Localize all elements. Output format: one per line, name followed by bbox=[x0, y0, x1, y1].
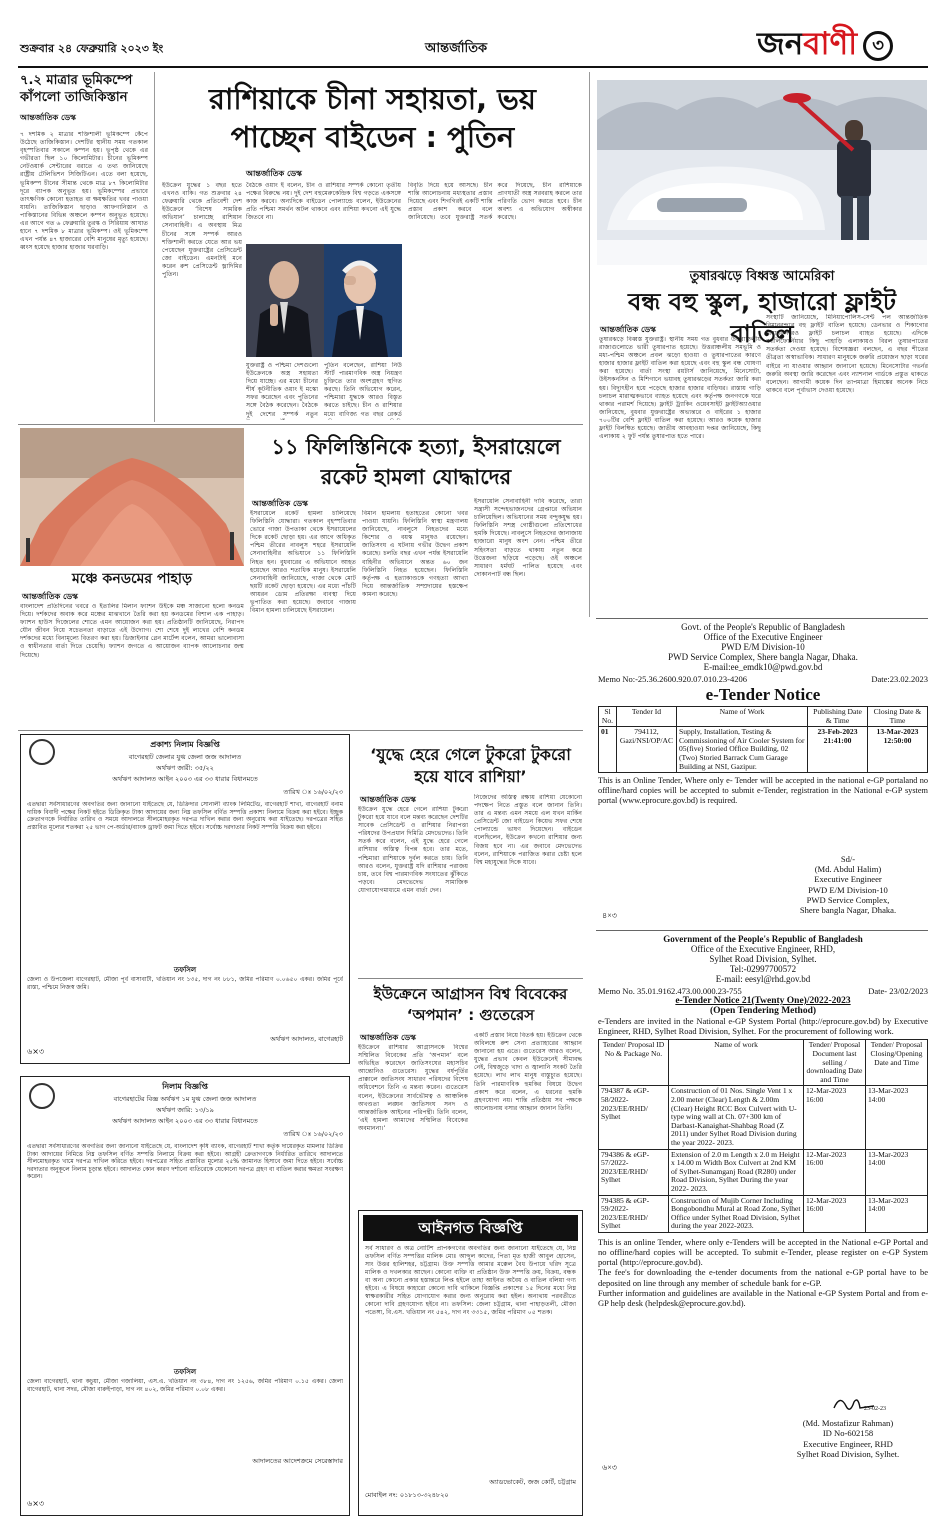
col-rule-2 bbox=[589, 72, 590, 617]
rhd-code: ৬×৩ bbox=[602, 1463, 617, 1472]
notice1-act: অর্থঋণ আদালত আইন ২০০৩ এর ৩৩ ধারার বিধানমতে bbox=[112, 775, 258, 783]
rhd-sign3: Executive Engineer, RHD bbox=[803, 1438, 893, 1449]
table-cell: 12-Mar-2023 16:00 bbox=[804, 1195, 866, 1232]
rhd-tender-table bbox=[598, 1039, 928, 1232]
notice1-date: তারিখ ঃ ১৬/০২/২৩ bbox=[283, 788, 343, 796]
col-rule-1 bbox=[154, 72, 155, 422]
pwd-line2: Office of the Executive Engineer bbox=[703, 632, 823, 642]
notice2-title: নিলাম বিজ্ঞপ্তি bbox=[162, 1082, 208, 1091]
israel-col1: ইসরায়েলে রকেট হামলা চালিয়েছে ফিলিস্তিনি যোদ্ধারা। গতকাল বৃহস্পতিবার ভোরে গাজা উপত্যকা থেকে ইসরায়েলের দিকে রকেট ছোড়া হয়। এর আগে অধিকৃত পশ্চিম তীরের নাবলুস শহরে ইসরায়েলি সেনাবাহিনীর অভিযানে ১১ ফিলিস্তিনি নিহত হন। বুধবারের এ অভিযানে আহত হয়েছেন আরও শতাধিক মানুষ। ইসরায়েলি সেনাবাহিনী জানিয়েছে, গাজা থেকে মোট ছয়টি রকেট ছোড়া হয়েছে। এর মধ্যে পাঁচটি আয়রন ডোম প্রতিরক্ষা ব্যবস্থা দিয়ে ভূপাতিত করা হয়েছে। জবাবে গাজায় বিমান হামলা চালিয়েছে ইসরায়েল। bbox=[250, 510, 356, 615]
notice1-body: এতদ্বারা সর্বসাধারণের অবগতির জন্য জানানো যাইতেছে যে, ডিক্রিদার সোনালী ব্যাংক লিমিটেড, বাগেরহাট শাখা, বাগেরহাট বনাম দায়িক বিবাদী পক্ষের নিকট হইতে ডিক্রিকৃত টাকা আদায়ের জন্য নিম্ন তফসিল বর্ণিত সম্পত্তি প্রকাশ্য নিলামে বিক্রয় করা হইবে। ইচ্ছুক ক্রেতাগণকে নির্ধারিত তারিখ ও সময়ে আদালতে সীলমোহরকৃত দরপত্র দাখিল করার জন্য অনুরোধ করা যাইতেছে। দরপত্রের সহিত প্রস্তাবিত মূল্যের শতকরা ২৫ ভাগ পে-অর্ডার/ব্যাংক ড্রাফট জমা দিতে হইবে। সর্বোচ্চ দরদাতার নিকট সম্পত্তি বিক্রয় করা হইবে। bbox=[27, 801, 343, 831]
putin-col3: বিবৃতি দিয়ে হয়ে আসছে। চীন শান্তি আলোচনায় মধ্যস্থতার প্রস্তাব দিয়েছে এবং শিগগিরই একটি শান্তি প্রস্তাব প্রকাশ করবে বলে জানিয়েছে। তবে যুক্তরাষ্ট্র সতর্ক করে দিয়েছে, চীন রাশিয়াকে প্রাণঘাতী অস্ত্র সরবরাহ করলে তার পরিণতি ভোগ করতে হবে। চীন অবশ্য এ অভিযোগ অস্বীকার করেছে। bbox=[408, 182, 582, 222]
notice2-schedule-title: তফসিল bbox=[173, 1368, 197, 1376]
rhd-title: e-Tender Notice 21(Twenty One)/2022-2023 bbox=[675, 996, 851, 1006]
table-header: Tender Id bbox=[617, 707, 677, 727]
court-seal-1 bbox=[29, 739, 55, 765]
tajik-desk: আন্তর্জাতিক ডেস্ক bbox=[20, 113, 76, 122]
condom-body: বাংলাদেশ প্রতিদিনের খবরে ও ইতালির মিলান ফ্যাশন উইকে মঞ্চ সাজানো হলো কনডম দিয়ে। দর্শকদের অবাক করে মঞ্চের মাঝখানে তৈরি করা হয় কনডমের বিশাল এক পাহাড়। ফ্যাশন হাউস দিজেলের শোতে এমন আয়োজন করা হয়। প্রতিষ্ঠানটি জানিয়েছে, নিরাপদ যৌন জীবন নিয়ে সচেতনতা বাড়াতে এই উদ্যোগ। শো শেষে দুই লাখের বেশি কনডম দর্শকদের মধ্যে বিনামূল্যে বিতরণ করা হয়। ডিজাইনার গ্লেন মার্টেন্স বলেন, আমরা ভালোবাসা ও স্বাধীনতার বার্তা দিতে চেয়েছি। ফ্যাশন জগতে এ আয়োজন ব্যাপক আলোচনার জন্ম দিয়েছে। bbox=[20, 603, 244, 659]
table-row bbox=[599, 1195, 928, 1232]
legal-notice-title: আইনগত বিজ্ঞপ্তি bbox=[363, 1215, 578, 1241]
rhd-subtitle: (Open Tendering Method) bbox=[709, 1006, 817, 1016]
rhd-line4: Tel:-02997700572 bbox=[729, 964, 797, 974]
notice1-code: ৬×৩ bbox=[27, 1047, 45, 1056]
table-cell: 23-Feb-2023 21:41:00 bbox=[808, 727, 868, 773]
putin-col4: বৈঠকে ওয়াং ই বলেন, চীন ও রাশিয়ার সম্পর্ক কোনো তৃতীয় পক্ষের বিরুদ্ধে নয়। দুই দেশ বহুমেরুকেন্দ্রিক বিশ্ব গড়তে একসঙ্গে কাজ করবে। অন্যদিকে বাইডেন পোল্যান্ডে বলেন, ইউক্রেনের প্রতি পশ্চিমা সমর্থন অটল থাকবে এবং রাশিয়া কখনো এই যুদ্ধে জিতবে না। bbox=[246, 182, 401, 222]
table-cell: 01 bbox=[599, 727, 617, 773]
notice2-body: এতদ্বারা সর্বসাধারণের অবগতির জন্য জানানো যাইতেছে যে, বাংলাদেশ কৃষি ব্যাংক, বাগেরহাট শাখা কর্তৃক দায়েরকৃত মামলার ডিক্রির টাকা আদায়ের নিমিত্তে নিম্ন তফসিল বর্ণিত সম্পত্তি নিলামে বিক্রয় করা হইবে। আগ্রহী ক্রেতাগণকে নির্ধারিত তারিখে আদালতে সীলমোহরকৃত খামে দরপত্র দাখিল করিতে হইবে। দরপত্রের সহিত প্রস্তাবিত মূল্যের ২৫% জামানত হিসাবে জমা দিতে হইবে। সর্বোচ্চ দরদাতার অনুকূলে নিলাম চূড়ান্ত হইবে। আদালত কোন কারণ দর্শানো ব্যতিরেকে যেকোনো দরপত্র গ্রহণ বা বাতিল করার ক্ষমতা সংরক্ষণ করেন। bbox=[27, 1143, 343, 1181]
table-header: Sl No. bbox=[599, 707, 617, 727]
tajik-article bbox=[20, 72, 148, 417]
table-cell: 12-Mar-2023 16:00 bbox=[804, 1149, 866, 1195]
pwd-line5: E-mail:ee_emdk10@pwd.gov.bd bbox=[703, 662, 823, 672]
table-header: Publishing Date & Time bbox=[808, 707, 868, 727]
pwd-line1: Govt. of the People's Republic of Bangladesh bbox=[681, 622, 845, 632]
snow-desk: আন্তর্জাতিক ডেস্ক bbox=[600, 325, 656, 334]
war-col1: ইউক্রেন যুদ্ধে হেরে গেলে রাশিয়া টুকরো টুকরো হয়ে যাবে বলে মন্তব্য করেছেন দেশটির সাবেক প্রেসিডেন্ট ও রাশিয়ার নিরাপত্তা পরিষদের উপপ্রধান দিমিত্রি মেদভেদেভ। তিনি সতর্ক করে বলেন, এই যুদ্ধে হেরে গেলে রাশিয়ার অস্তিত্ব বিপন্ন হবে। তার মতে, পশ্চিমারা রাশিয়াকে দুর্বল করতে চায়। তিনি আরও বলেন, যুক্তরাষ্ট্র যদি রাশিয়ার পরাজয় চায়, তবে বিশ্ব পারমাণবিক সংঘাতের ঝুঁকিতে পড়বে। মেদভেদেভ সামাজিক যোগাযোগমাধ্যমে এমন বার্তা দেন। bbox=[358, 806, 468, 894]
notice1-court: বাগেরহাট জেলার যুগ্ম জেলা জজ আদালত bbox=[128, 753, 242, 761]
table-cell: 13-Mar-2023 14:00 bbox=[866, 1149, 928, 1195]
hrule-right-2 bbox=[596, 930, 928, 931]
legal-notice-body: সর্ব সাধারণ ও অত্র নোটিশ প্রাপকগণের অবগতির জন্য জানানো যাইতেছে যে, নিম্ন তফসিল বর্ণিত সম্পত্তির মালিক মোঃ আব্দুল কাদের, পিতা মৃত হাজী আবুল হোসেন, সাং উত্তর হালিশহর, চট্টগ্রাম। উক্ত সম্পত্তি আমার মক্কেল বৈধ উপায়ে খরিদ সূত্রে মালিক ও দখলকার আছেন। কোনো ব্যক্তি বা প্রতিষ্ঠান উক্ত সম্পত্তি ক্রয়, বিক্রয়, বন্ধক বা অন্য কোনো প্রকার হস্তান্তরে লিপ্ত হইলে তাহা আইনত অবৈধ ও বাতিল বলিয়া গণ্য হইবে। এ বিষয়ে কাহারো কোনো দাবি থাকিলে বিজ্ঞপ্তি প্রকাশের ১৫ দিনের মধ্যে নিম্ন স্বাক্ষরকারীর সহিত যোগাযোগ করার জন্য অনুরোধ করা হইল। অন্যথায় পরবর্তীতে কোনো দাবি গ্রহণযোগ্য হইবে না। তফসিল: জেলা চট্টগ্রাম, থানা পাহাড়তলী, মৌজা পতেঙ্গা, বি.এস. খতিয়ান নং ৫৪২, দাগ নং ৩৩১৫, জমির পরিমাণ ০৫ শতক। bbox=[365, 1245, 576, 1316]
rhd-intro: e-Tenders are invited in the National e-GP System Portal (http://eprocure.gov.bd) by Executive Engineer, RHD, Sylhet Road Division, Sylhet. For the procurement of following work. bbox=[598, 1016, 928, 1037]
hrule-right-1 bbox=[596, 618, 928, 619]
putin-col2: যুক্তরাষ্ট্র ও পশ্চিমা দেশগুলো ইউক্রেনকে অস্ত্র সহায়তা দিয়ে যাচ্ছে। এর মধ্যে চীনের শীর্ষ কূটনীতিক ওয়াং ই মস্কো সফর করেছেন এবং পুতিনের সঙ্গে বৈঠক করেছেন। বৈঠকে দুই দেশের সম্পর্ক নতুন bbox=[246, 362, 318, 418]
rhd-tender-notice bbox=[598, 934, 928, 1518]
war-headline: ‘যুদ্ধে হেরে গেলে টুকরো টুকরো হয়ে যাবে রাশিয়া’ bbox=[370, 745, 571, 786]
tajik-body: ৭ দশমিক ২ মাত্রার শক্তিশালী ভূমিকম্পে কেঁপে উঠেছে তাজিকিস্তান। দেশটির স্থানীয় সময় গতকাল বৃহস্পতিবার সকালে কম্পন হয়। ভূপৃষ্ঠ থেকে এর গভীরতা ছিল ১০ কিলোমিটার। চীনের ভূমিকম্প নেটওয়ার্ক সেন্টারের বরাতে এ তথ্য জানিয়েছে রাষ্ট্রীয় টেলিভিশন সিজিটিএন। এতে বলা হয়েছে, ভূমিকম্প চীনের সীমান্ত থেকে মাত্র ৮৭ কিলোমিটার দূরে ব্যাপক অনুভূত হয়। ভূমিকম্পের প্রভাবে তাৎক্ষণিক কোনো হতাহত বা ক্ষয়ক্ষতির খবর পাওয়া যায়নি। তাজিকিস্তান ছাড়াও আফগানিস্তান ও পাকিস্তানের বিভিন্ন অঞ্চলে কম্পন অনুভূত হয়েছে। এর আগে গত ৬ ফেব্রুয়ারি তুরস্ক ও সিরিয়ায় আঘাত হানে ৭ দশমিক ৮ মাত্রার ভূমিকম্প। ওই ভূমিকম্পে এখন পর্যন্ত ৪৭ হাজারের বেশি মানুষের মৃত্যু হয়েছে। ধ্বংস হয়েছে হাজার হাজার ঘরবাড়ি। bbox=[20, 131, 148, 252]
notice1-title: প্রকাশ্য নিলাম বিজ্ঞপ্তি bbox=[150, 740, 220, 749]
table-header: Closing Date & Time bbox=[868, 707, 928, 727]
table-cell: 794112, Gazi/NSI/OP/AC bbox=[617, 727, 677, 773]
pwd-sign3: PWD E/M Division-10 bbox=[808, 884, 888, 895]
legal-notice bbox=[358, 1210, 583, 1516]
table-cell: 13-Mar-2023 12:50:00 bbox=[868, 727, 928, 773]
putin-desk: আন্তর্জাতিক ডেস্ক bbox=[246, 169, 302, 178]
table-cell: Construction of Mujib Corner Including Bongobondhu Mural at Road Zone, Sylhet Office under Sylhet Road Division, Sylhet during the year 2022-2023. bbox=[669, 1195, 804, 1232]
table-header: Tender/ Proposal Document last selling / downloading Date and Time bbox=[804, 1040, 866, 1086]
pwd-sign2: Executive Engineer bbox=[814, 874, 882, 885]
rhd-line5: E-mail: eesyl@rhd.gov.bd bbox=[715, 974, 811, 984]
notice2-date: তারিখ ঃ ১৬/০২/২৩ bbox=[283, 1130, 343, 1138]
pwd-line3: PWD E/M Division-10 bbox=[721, 642, 805, 652]
notice1-schedule: জেলা ও উপজেলা বাগেরহাট, মৌজা পূর্ব বাসাবাটী, খতিয়ান নং ১৩৫, দাগ নং ৮৮১, জমির পরিমাণ ০.০৬৫০ একর। জমির পূর্বে রাস্তা, পশ্চিমে নিজস্ব জমি। bbox=[27, 976, 343, 991]
snowstorm-photo bbox=[597, 80, 927, 265]
table-cell: 12-Mar-2023 16:00 bbox=[804, 1086, 866, 1149]
logo-text-1: জন bbox=[757, 26, 804, 62]
rhd-sign1: (Md. Mostafizur Rahman) bbox=[802, 1418, 894, 1428]
pwd-memo: Memo No:-25.36.2600.920.07.010.23-4206 bbox=[598, 674, 747, 684]
guterres-col1: ইউক্রেনে রাশিয়ার আগ্রাসনকে বিশ্বের সম্মিলিত বিবেকের প্রতি ‘অপমান’ বলে অভিহিত করেছেন জাতিসংঘের মহাসচিব আন্তোনিও গুতেরেস। যুদ্ধের বর্ষপূর্তির প্রাক্কালে জাতিসংঘ সাধারণ পরিষদের বিশেষ অধিবেশনে তিনি এ মন্তব্য করেন। গুতেরেস বলেন, ইউক্রেনের সার্বভৌমত্ব ও আঞ্চলিক অখণ্ডতা লঙ্ঘন জাতিসংঘ সনদ ও আন্তর্জাতিক আইনের পরিপন্থী। তিনি বলেন, ‘এই হামলা আমাদের সম্মিলিত বিবেকের অবমাননা।’ bbox=[358, 1044, 468, 1132]
pwd-line4: PWD Service Complex, Shere bangla Nagar, Dhaka. bbox=[668, 652, 858, 662]
table-cell: 794387 & eGP-58/2022-2023/EE/RHD/ Sylhet bbox=[599, 1086, 669, 1149]
pwd-note: This is an Online Tender, Where only e- Tender will be accepted in the national e-GP portaland no offline/hard copies will be accepted to submit e-Tender, registration in the National e-GP system portal (www.eprocure.gov.bd) is required. bbox=[598, 776, 928, 806]
putin-col5: পুতিন বলেছেন, রাশিয়া নিউ স্টার্ট পারমাণবিক অস্ত্র নিয়ন্ত্রণ চুক্তিতে তার অংশগ্রহণ স্থগিত করছে। তিনি অভিযোগ করেন, পশ্চিমারা যুদ্ধকে আরও বিস্তৃত করতে চাইছে। চীন ও রাশিয়ার মধ্যে বাণিজ্য গত বছর রেকর্ড bbox=[324, 362, 402, 418]
table-cell: Extension of 2.0 m Length x 2.0 m Height x 14.00 m Width Box Culvert at 2nd KM of Sylhet-Sunamganj Road (R280) under Road Division, Sylhet During the year 2022- 2023. bbox=[669, 1149, 804, 1195]
israel-desk: আন্তর্জাতিক ডেস্ক bbox=[252, 499, 308, 508]
newspaper-logo bbox=[757, 26, 893, 66]
guterres-desk: আন্তর্জাতিক ডেস্ক bbox=[360, 1033, 416, 1042]
notice1-schedule-title: তফসিল bbox=[173, 966, 197, 974]
rhd-line2: Office of the Executive Engineer, RHD, bbox=[690, 944, 836, 954]
snow-col2: সংস্থাটি জানিয়েছে, মিনিয়াপোলিস-সেন্ট পল আন্তর্জাতিক বিমানবন্দরে বহু ফ্লাইট বাতিল হয়েছে। ডেনভার ও শিকাগোর বিমানবন্দরেও ফ্লাইট চলাচল ব্যাহত হয়েছে। এদিকে ক্যালিফোর্নিয়ার কিছু পাহাড়ি এলাকায়ও বিরল তুষারপাতের সতর্কতা দেওয়া হয়েছে। বিশেষজ্ঞরা বলছেন, এ বছর শীতের তীব্রতা অস্বাভাবিক। সাধারণ মানুষকে জরুরি প্রয়োজন ছাড়া ঘরের বাইরে না যাওয়ার আহ্বান জানানো হয়েছে। মিনেসোটার গভর্নর জরুরি অবস্থা জারি করেছেন এবং ন্যাশনাল গার্ডকে প্রস্তুত থাকতে বলেছেন। আগামী কয়েক দিন তাপমাত্রা হিমাঙ্কের অনেক নিচে থাকবে বলে পূর্বাভাস দেওয়া হয়েছে। bbox=[766, 314, 928, 394]
notice2-schedule: জেলা বাগেরহাট, থানা কচুয়া, মৌজা গজালিয়া, এস.এ. খতিয়ান নং ৩৮৪, দাগ নং ১২৫৬, জমির পরিমাণ ০.১৫ একর। জেলা বাগেরহাট, থানা সদর, মৌজা বারুইপাড়া, দাগ নং ৪০২, জমির পরিমাণ ০.০৮ একর। bbox=[27, 1378, 343, 1393]
table-cell: 13-Mar-2023 14:00 bbox=[866, 1195, 928, 1232]
rhd-line3: Sylhet Road Division, Sylhet. bbox=[709, 954, 817, 964]
rhd-para-2: The fee's for downloading the e-tender documents from the national e-GP portal have to be deposited on line through any member of schedule bank for e-GP. bbox=[598, 1267, 928, 1288]
hrule-left-1 bbox=[18, 424, 583, 425]
pwd-title: e-Tender Notice bbox=[705, 685, 821, 704]
masthead bbox=[0, 0, 945, 80]
auction-notice-1 bbox=[20, 734, 350, 1064]
notice1-sign: অর্থঋণ আদালত, বাগেরহাট bbox=[270, 1035, 343, 1043]
notice2-sub: অর্থঋণ জারি: ১৩/১৯ bbox=[156, 1106, 214, 1114]
pwd-tender-table bbox=[598, 706, 928, 773]
pwd-tender-notice bbox=[598, 622, 928, 922]
rhd-sign4: Sylhet Road Division, Sylhet. bbox=[796, 1449, 900, 1460]
pwd-sign1: (Md. Abdul Halim) bbox=[814, 864, 882, 875]
table-header-row bbox=[599, 707, 928, 727]
masthead-rule bbox=[18, 66, 928, 68]
table-row bbox=[599, 727, 928, 773]
court-seal-2 bbox=[29, 1083, 55, 1109]
table-row bbox=[599, 1086, 928, 1149]
notice2-code: ৬×৩ bbox=[27, 1499, 45, 1508]
israel-headline: ১১ ফিলিস্তিনিকে হত্যা, ইসরায়েলে রকেট হামলা যোদ্ধাদের bbox=[271, 435, 561, 489]
table-cell: Construction of 01 Nos. Single Vent 1 x 2.00 meter (Clear) Length & 2.00m (Clear) Height RCC Box Culvert with U-type wing wall at Ch. 07+300 km of Darbast-Kanaighat-Shahbag Road (Z 2011) under Sylhet Road Division during the year 2022- 2023. bbox=[669, 1086, 804, 1149]
guterres-headline: ইউক্রেনে আগ্রাসন বিশ্ব বিবেকের ‘অপমান’ : গুতেরেস bbox=[373, 985, 568, 1024]
putin-biden-photo bbox=[246, 244, 402, 357]
tajik-headline: ৭.২ মাত্রার ভূমিকম্পে কাঁপলো তাজিকিস্তান bbox=[20, 73, 133, 105]
israel-col3: ইসরায়েলি সেনাবাহিনী দাবি করেছে, তারা সন্ত্রাসী সন্দেহভাজনদের গ্রেপ্তারে অভিযান চালিয়েছিল। অভিযানের সময় বন্দুকযুদ্ধ হয়। ফিলিস্তিনি সশস্ত্র গোষ্ঠীগুলো প্রতিশোধের হুমকি দিয়েছে। নাবলুসে নিহতদের জানাজায় হাজারো মানুষ অংশ নেন। পশ্চিম তীরে সহিংসতা বাড়তে থাকায় নতুন করে উত্তেজনা ছড়িয়ে পড়েছে। ওই অঞ্চলে সাধারণ ধর্মঘট পালিত হয়েছে এবং দোকানপাট বন্ধ ছিল। bbox=[474, 498, 582, 578]
guterres-col2: একটি প্রস্তাব নিয়ে বিতর্ক হয়। ইউক্রেন থেকে অবিলম্বে রুশ সেনা প্রত্যাহারের আহ্বান জানানো হয় এতে। গুতেরেস আরও বলেন, যুদ্ধের প্রভাব কেবল ইউক্রেনেই সীমাবদ্ধ নেই, বিশ্বজুড়ে খাদ্য ও জ্বালানি সংকট তৈরি হয়েছে। লাখ লাখ মানুষ বাস্তুচ্যুত হয়েছে। তিনি পারমাণবিক হুমকির বিষয়ে উদ্বেগ প্রকাশ করে বলেন, এ ধরনের হুমকি গ্রহণযোগ্য নয়। শান্তি প্রতিষ্ঠায় সব পক্ষকে আলোচনায় বসার আহ্বান জানান তিনি। bbox=[474, 1032, 582, 1112]
pwd-sd: Sd/- bbox=[840, 854, 856, 864]
section-title: আন্তর্জাতিক bbox=[425, 41, 488, 56]
snow-col1: তুষারঝড়ে বিধ্বস্ত যুক্তরাষ্ট্র। স্থানীয় সময় গত বুধবার উত্তরাঞ্চলীয় রাজ্যগুলোতে ভারী তুষারপাত হয়েছে। উত্তরাঞ্চলীয় সমভূমি ও মধ্য-পশ্চিম অঞ্চলে প্রবল ঝড়ো হাওয়া ও তুষারপাতের কারণে হাজার হাজার ফ্লাইট বাতিল করা হয়েছে এবং বহু স্কুল বন্ধ ঘোষণা করা হয়েছে। বার্তা সংস্থা রয়টার্স জানিয়েছে, মিনেসোটা, উইসকনসিন ও মিশিগানে ভয়াবহ তুষারঝড়ের সতর্কতা জারি করা হয়। বিদ্যুৎহীন হয়ে পড়েছে হাজার হাজার বাড়িঘর। রাস্তায় গাড়ি চলাচল মারাত্মকভাবে ব্যাহত হয়েছে এবং কর্তৃপক্ষ জনগণকে ঘরে থাকার পরামর্শ দিয়েছে। ফ্লাইট ট্র্যাকিং ওয়েবসাইট ফ্লাইটঅ্যাওয়ার জানিয়েছে, বুধবার যুক্তরাষ্ট্রের অভ্যন্তরে ও বাইরের ১ হাজার ৭০০টির বেশি ফ্লাইট বাতিল করা হয়েছে। আরও কয়েক হাজার ফ্লাইট বিলম্বিত হয়েছে। জাতীয় আবহাওয়া দপ্তর জানিয়েছে, কিছু এলাকায় ২ ফুট পর্যন্ত তুষারপাত হতে পারে। bbox=[599, 336, 761, 441]
israel-col2: বিমান হামলায় হতাহতের কোনো খবর পাওয়া যায়নি। ফিলিস্তিনি স্বাস্থ্য মন্ত্রণালয় জানিয়েছে, নাবলুসে নিহতদের মধ্যে কিশোর ও বয়স্ক মানুষও রয়েছেন। জাতিসংঘ এ ঘটনায় গভীর উদ্বেগ প্রকাশ করেছে। চলতি বছর এখন পর্যন্ত ইসরায়েলি বাহিনীর অভিযানে অন্তত ৬০ জন ফিলিস্তিনি নিহত হয়েছেন। ফিলিস্তিনি কর্তৃপক্ষ এ হত্যাকাণ্ডকে গণহত্যা আখ্যা দিয়ে আন্তর্জাতিক সম্প্রদায়ের হস্তক্ষেপ কামনা করেছে। bbox=[362, 510, 468, 598]
rhd-para-3: Further information and guidelines are available in the National e-GP System Portal and from e-GP help desk (helpdesk@eprocure.gov.bd). bbox=[598, 1287, 928, 1309]
hrule-left-2 bbox=[18, 730, 583, 731]
hrule-mid-1 bbox=[358, 978, 583, 979]
table-cell: Supply, Installation, Testing & Commissioning of Air Cooler System for 05(five) Storied Office Building, 02 (Two) Storied Barrack Cum Garage Building at NSI, Gazipur. bbox=[677, 727, 808, 773]
condom-caption: মঞ্চে কনডমের পাহাড় bbox=[72, 571, 192, 587]
legal-notice-mobile: মোবাইল নং: ০১৮১৩-৩২৪৮২০ bbox=[365, 1491, 449, 1499]
page-number: ৩ bbox=[863, 31, 893, 61]
table-header: Tender/ Proposal Closing/Opening Date and Time bbox=[866, 1040, 928, 1086]
table-header: Tender/ Proposal ID No & Package No. bbox=[599, 1040, 669, 1086]
snow-headline: বন্ধ বহু স্কুল, হাজারো ফ্লাইট বাতিল bbox=[628, 288, 896, 348]
table-header-row bbox=[599, 1040, 928, 1086]
auction-notice-2 bbox=[20, 1076, 350, 1516]
putin-col1: ইউক্রেন যুদ্ধের ১ বছর হতে এখনও বাকি। গত শুক্রবার ২৪ ফেব্রুয়ারি থেকে প্রতিবেশী দেশ ইউক্রেনে ‘বিশেষ সামরিক অভিযান’ চালাচ্ছে রাশিয়ান সেনাবাহিনী। এ অবস্থায় মিত্র চীনের সঙ্গে সম্পর্ক আরও শক্তিশালী করতে যেতে আর ভয় পেয়েছেন যুক্তরাষ্ট্রের প্রেসিডেন্ট জো বাইডেন। এমনটাই মনে করেন রুশ প্রেসিডেন্ট ভ্লাদিমির পুতিন। bbox=[162, 182, 242, 279]
table-header: Name of Work bbox=[677, 707, 808, 727]
rhd-sign2: ID No-602158 bbox=[822, 1428, 874, 1439]
rhd-para-1: This is an online Tender, where only e-Tenders will be accepted in the National e-GP Portal and no offline/hard copies will be accepted. To submit e-Tender, please register on e-GP System portal (http://eprocure.gov.bd). bbox=[598, 1236, 928, 1268]
rhd-sig-date: 23-02-23 bbox=[864, 1406, 886, 1412]
table-header: Name of work bbox=[669, 1040, 804, 1086]
table-row bbox=[599, 1149, 928, 1195]
war-col2: নিজেদের অস্তিত্ব রক্ষায় রাশিয়া যেকোনো পদক্ষেপ নিতে প্রস্তুত বলে জানান তিনি। তার এ মন্তব্য এমন সময়ে এল যখন মার্কিন প্রেসিডেন্ট জো বাইডেন কিয়েভ সফর শেষে পোল্যান্ডে ভাষণ দিয়েছেন। বাইডেন বলেছিলেন, ইউক্রেন কখনো রাশিয়ার জন্য বিজয় হবে না। এর জবাবে মেদভেদেভ বলেন, রাশিয়াকে পরাজিত করার চেষ্টা হলে বিশ্ব মহাযুদ্ধের দিকে যাবে। bbox=[474, 794, 582, 866]
table-cell: 13-Mar-2023 14:00 bbox=[866, 1086, 928, 1149]
table-cell: 794385 & eGP-59/2022-2023/EE/RHD/ Sylhet bbox=[599, 1195, 669, 1232]
logo-text-2: বাণী bbox=[803, 26, 858, 62]
rhd-memo-date: Date- 23/02/2023 bbox=[868, 986, 928, 996]
notice2-sign: আদালতের আদেশক্রমে সেরেস্তাদার bbox=[252, 1457, 343, 1465]
rhd-memo: Memo No. 35.01.9162.473.00.000.23-755 bbox=[598, 986, 742, 996]
legal-notice-sign: অ্যাডভোকেট, জজ কোর্ট, চট্টগ্রাম bbox=[489, 1478, 576, 1486]
putin-headline: রাশিয়াকে চীনা সহায়তা, ভয় পাচ্ছেন বাইডেন : পুতিন bbox=[209, 82, 536, 154]
notice2-act: অর্থঋণ আদালত আইন ২০০৩ এর ৩৩ ধারার বিধানমতে bbox=[112, 1117, 258, 1125]
pwd-sign4: PWD Service Complex, bbox=[806, 894, 890, 905]
snow-caption: তুষারঝড়ে বিধ্বস্ত আমেরিকা bbox=[689, 269, 835, 284]
pwd-code: ৪×৩ bbox=[602, 911, 617, 920]
condom-desk: আন্তর্জাতিক ডেস্ক bbox=[22, 592, 78, 601]
condom-photo bbox=[20, 428, 244, 566]
pwd-memo-date: Date:23.02.2023 bbox=[871, 674, 928, 684]
notice1-sub: অর্থঋণ জারী: ৩৫/২২ bbox=[156, 764, 214, 772]
putin-article bbox=[160, 72, 585, 422]
rhd-line1: Government of the People's Republic of Bangladesh bbox=[663, 934, 863, 944]
table-cell: 794386 & eGP-57/2022-2023/EE/RHD/ Sylhet bbox=[599, 1149, 669, 1195]
notice2-court: বাগেরহাটের বিজ্ঞ অর্থঋণ ১ম যুগ্ম জেলা জজ আদালত bbox=[113, 1095, 257, 1103]
pwd-sign5: Shere bangla Nagar, Dhaka. bbox=[799, 905, 897, 916]
issue-date: শুক্রবার ২৪ ফেব্রুয়ারি ২০২৩ ইং bbox=[20, 42, 164, 55]
war-desk: আন্তর্জাতিক ডেস্ক bbox=[360, 795, 416, 804]
rhd-signature bbox=[830, 1392, 890, 1416]
